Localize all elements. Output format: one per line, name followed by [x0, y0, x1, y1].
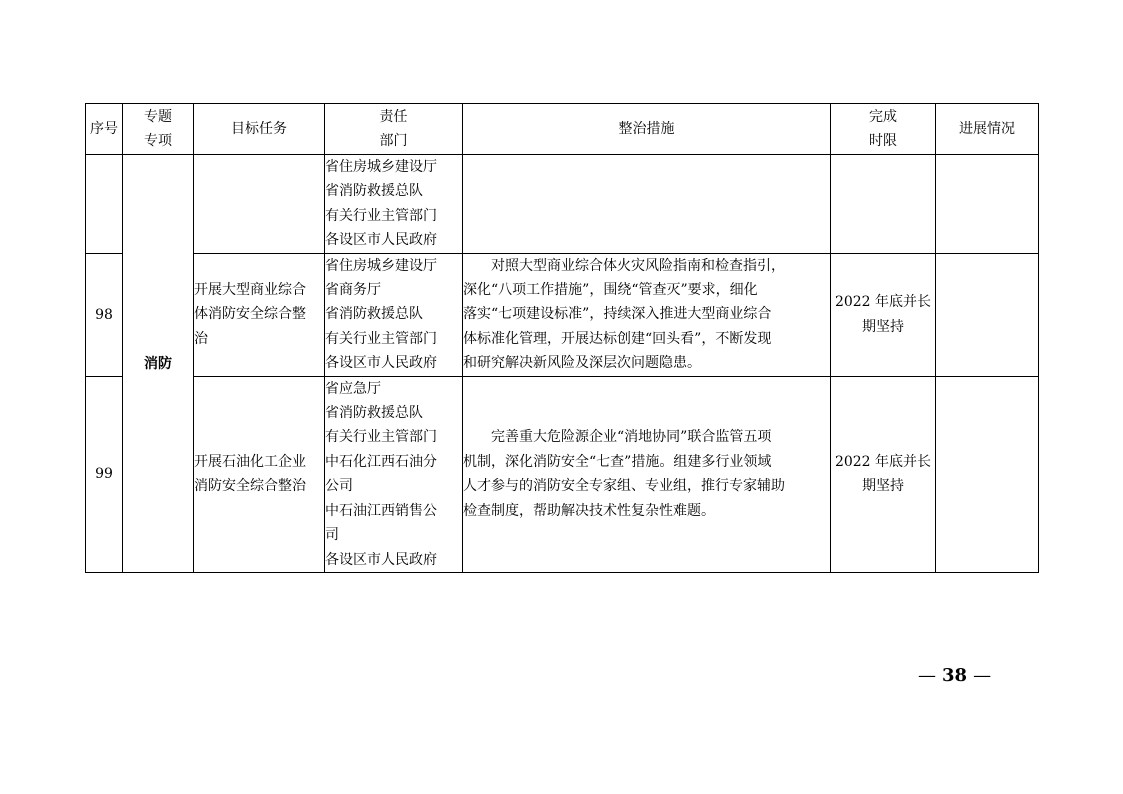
measure-line: 体标准化管理，开展达标创建“回头看”，不断发现 [463, 330, 772, 347]
header-row [86, 104, 1039, 155]
measure-line: 对照大型商业综合体火灾风险指南和检查指引， [491, 257, 785, 274]
page-number [918, 665, 991, 686]
dept-line: 省住房城乡建设厅 [325, 257, 437, 274]
measure-cell [463, 155, 831, 254]
header-progress: 进展情况 [936, 104, 1039, 155]
dept-line: 中石油江西销售公 [325, 502, 437, 519]
dept-line: 省商务厅 [325, 282, 381, 299]
task-line: 开展大型商业综合 [194, 282, 306, 299]
seq-cell: 98 [86, 253, 123, 376]
dept-line: 司 [325, 527, 339, 544]
header-dept-line2: 部门 [379, 133, 408, 149]
deadline-line: 期坚持 [862, 478, 904, 495]
header-dept-line1: 责任 [379, 109, 408, 125]
dept-line: 省消防救援总队 [325, 306, 423, 323]
measure-cell [463, 253, 831, 376]
deadline-line: 2022 年底并长 [834, 453, 932, 470]
rectification-table [85, 103, 1039, 573]
header-seq: 序号 [86, 104, 123, 155]
page-number-value: 38 [942, 665, 968, 686]
topic-cell: 消防 [123, 155, 194, 573]
measure-line: 检查制度，帮助解决技术性复杂性难题。 [463, 502, 715, 519]
header-topic-line1: 专题 [144, 109, 172, 125]
seq-cell [86, 155, 123, 254]
dept-line: 省应急厅 [325, 380, 381, 397]
task-cell [194, 253, 325, 376]
task-cell [194, 155, 325, 254]
deadline-cell [831, 155, 936, 254]
header-deadline-line1: 完成 [869, 109, 897, 125]
measure-line: 人才参与的消防安全专家组、专业组，推行专家辅助 [463, 478, 785, 495]
task-line: 治 [194, 330, 208, 347]
deadline-cell [831, 253, 936, 376]
header-task: 目标任务 [194, 104, 325, 155]
measure-line: 和研究解决新风险及深层次问题隐患。 [463, 355, 701, 372]
dept-line: 省消防救援总队 [325, 405, 423, 422]
dept-cell [325, 253, 463, 376]
measure-line: 机制，深化消防安全“七查”措施。组建多行业领域 [463, 453, 772, 470]
table-row-98 [86, 253, 1039, 376]
dept-cell [325, 376, 463, 572]
progress-cell [936, 155, 1039, 254]
header-deadline-line2: 时限 [869, 133, 897, 149]
deadline-line: 2022 年底并长 [834, 294, 932, 311]
header-deadline [831, 104, 936, 155]
measure-line: 深化“八项工作措施”，围绕“管查灭”要求，细化 [463, 282, 758, 299]
task-cell [194, 376, 325, 572]
measure-line: 落实“七项建设标准”，持续深入推进大型商业综合 [463, 306, 772, 323]
page-dash-right: — [973, 665, 992, 686]
dept-cell [325, 155, 463, 254]
dept-line: 各设区市人民政府 [325, 232, 437, 249]
dept-line: 有关行业主管部门 [325, 429, 437, 446]
dept-line: 中石化江西石油分 [325, 453, 437, 470]
table-row-continuation [86, 155, 1039, 254]
header-topic-line2: 专项 [144, 133, 172, 149]
deadline-line: 期坚持 [862, 318, 904, 335]
measure-cell [463, 376, 831, 572]
dept-line: 有关行业主管部门 [325, 207, 437, 224]
deadline-cell [831, 376, 936, 572]
dept-line: 有关行业主管部门 [325, 330, 437, 347]
seq-cell: 99 [86, 376, 123, 572]
progress-cell [936, 376, 1039, 572]
dept-line: 各设区市人民政府 [325, 551, 437, 568]
dept-line: 省消防救援总队 [325, 183, 423, 200]
task-line: 消防安全综合整治 [194, 478, 306, 495]
header-dept [325, 104, 463, 155]
header-topic [123, 104, 194, 155]
dept-line: 省住房城乡建设厅 [325, 159, 437, 175]
header-measure: 整治措施 [463, 104, 831, 155]
table-row-99 [86, 376, 1039, 572]
dept-line: 各设区市人民政府 [325, 355, 437, 372]
page-dash-left: — [918, 665, 936, 686]
measure-line: 完善重大危险源企业“消地协同”联合监管五项 [491, 429, 772, 446]
task-line: 体消防安全综合整 [194, 306, 306, 323]
dept-line: 公司 [325, 478, 353, 495]
progress-cell [936, 253, 1039, 376]
task-line: 开展石油化工企业 [194, 453, 306, 470]
